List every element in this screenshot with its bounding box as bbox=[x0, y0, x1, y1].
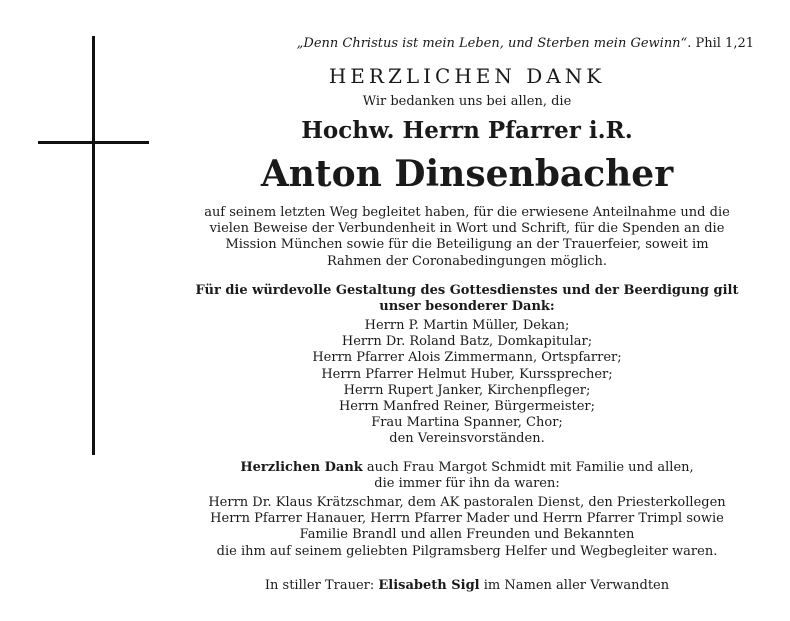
cross-icon-horizontal-bar bbox=[38, 141, 149, 144]
list-item: den Vereinsvorständen. bbox=[389, 431, 545, 447]
more-thanks-line: Herrn Pfarrer Hanauer, Herrn Pfarrer Mader und Herrn Pfarrer Trimpl sowie bbox=[210, 511, 724, 527]
list-item: Herrn Pfarrer Helmut Huber, Kurssprecher; bbox=[321, 366, 613, 382]
dank-line-rest: auch Frau Margot Schmidt mit Familie und allen, bbox=[366, 460, 694, 475]
signature-name: Elisabeth Sigl bbox=[378, 578, 480, 593]
list-item: Herrn Manfred Reiner, Bürgermeister; bbox=[338, 399, 596, 415]
main-line: Mission München sowie für die Beteiligung an der Trauerfeier, soweit im bbox=[225, 237, 709, 253]
signature-line bbox=[168, 578, 766, 594]
bible-quote bbox=[168, 36, 754, 51]
dank-line-1 bbox=[168, 460, 766, 476]
quote-reference: Phil 1,21 bbox=[695, 36, 754, 51]
signature-prefix: In stiller Trauer: bbox=[264, 578, 375, 593]
more-thanks-paragraph bbox=[168, 495, 766, 560]
more-thanks-line: Familie Brandl und allen Freunden und Bekannten bbox=[299, 527, 635, 543]
heading: HERZLICHEN DANK bbox=[328, 64, 606, 88]
list-item: Frau Martina Spanner, Chor; bbox=[371, 415, 563, 431]
list-item: Herrn P. Martin Müller, Dekan; bbox=[364, 318, 570, 333]
main-paragraph bbox=[168, 205, 766, 270]
more-thanks-line: die ihm auf seinem geliebten Pilgramsberg Helfer und Wegbegleiter waren. bbox=[216, 543, 718, 559]
special-thanks-heading bbox=[168, 283, 766, 315]
deceased-name: Anton Dinsenbacher bbox=[260, 153, 674, 195]
special-thanks-line: Für die würdevolle Gestaltung des Gottesdienstes und der Beerdigung gilt bbox=[195, 283, 739, 298]
dank-paragraph bbox=[168, 460, 766, 492]
signature-text bbox=[168, 578, 766, 594]
main-line: Rahmen der Coronabedingungen möglich. bbox=[326, 253, 608, 269]
signature-suffix: im Namen aller Verwandten bbox=[483, 578, 670, 593]
intro-line: Wir bedanken uns bei allen, die bbox=[362, 94, 572, 109]
quote-text: „Denn Christus ist mein Leben, und Sterben mein Gewinn“. bbox=[296, 36, 692, 51]
list-item: Herrn Pfarrer Alois Zimmermann, Ortspfarrer; bbox=[312, 350, 622, 366]
title-line: Hochw. Herrn Pfarrer i.R. bbox=[301, 117, 633, 144]
dank-bold-lead: Herzlichen Dank bbox=[240, 460, 363, 475]
more-thanks-line: Herrn Dr. Klaus Krätzschmar, dem AK pastoralen Dienst, den Priesterkollegen bbox=[208, 495, 726, 510]
main-line: auf seinem letzten Weg begleitet haben, für die erwiesene Anteilnahme und die bbox=[204, 205, 730, 220]
main-line: vielen Beweise der Verbundenheit in Wort und Schrift, für die Spenden an die bbox=[209, 221, 725, 237]
list-item: Herrn Rupert Janker, Kirchenpfleger; bbox=[343, 382, 591, 398]
list-item: Herrn Dr. Roland Batz, Domkapitular; bbox=[341, 334, 593, 350]
cross-icon-vertical-bar bbox=[92, 36, 95, 455]
dank-line-2: die immer für ihn da waren: bbox=[374, 476, 560, 492]
special-thanks-line: unser besonderer Dank: bbox=[379, 299, 555, 315]
thanks-list bbox=[168, 318, 766, 448]
